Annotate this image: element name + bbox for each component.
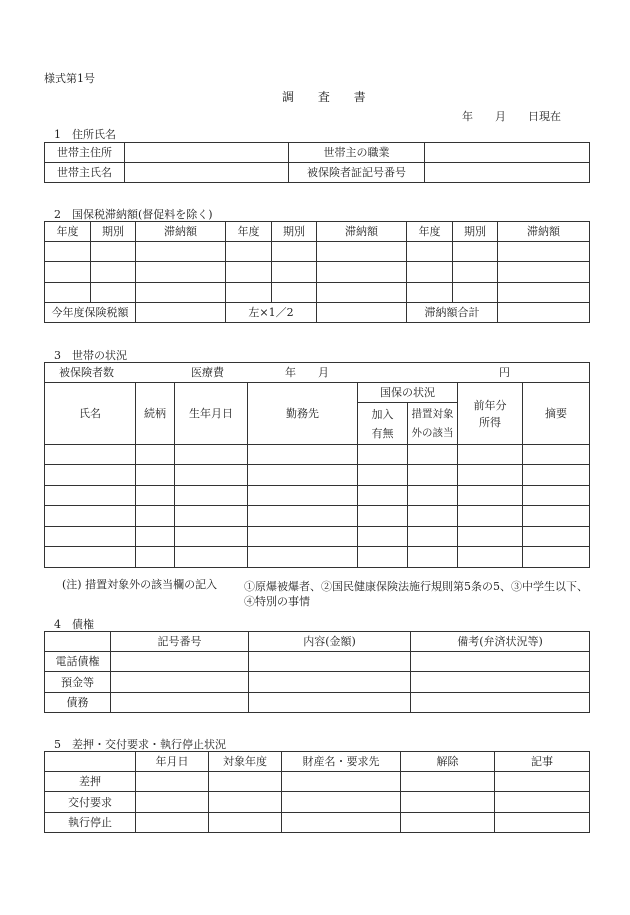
cell[interactable] — [407, 262, 453, 283]
table-row — [45, 792, 590, 813]
table-row — [45, 465, 590, 486]
cell[interactable] — [358, 486, 408, 506]
table-row — [45, 693, 590, 713]
cell[interactable] — [111, 672, 249, 693]
header-year: 年度 — [407, 222, 453, 242]
cell[interactable] — [282, 813, 401, 833]
cell[interactable] — [401, 813, 495, 833]
cell[interactable] — [45, 506, 136, 527]
half-field[interactable] — [317, 303, 407, 323]
yen-label: 円 — [499, 366, 510, 379]
household-table — [44, 362, 590, 568]
header-period: 期別 — [91, 222, 136, 242]
table-row — [45, 772, 590, 792]
header-year: 年度 — [226, 222, 272, 242]
cell[interactable] — [317, 283, 407, 303]
row-label-phone-claim: 電話債権 — [45, 652, 111, 672]
section3-heading: 3 世帯の状況 — [54, 349, 127, 362]
header-period: 期別 — [453, 222, 498, 242]
header-blank — [45, 752, 136, 772]
cell[interactable] — [408, 486, 458, 506]
cell[interactable] — [136, 486, 175, 506]
cell[interactable] — [111, 652, 249, 672]
cell[interactable] — [523, 465, 590, 486]
cell[interactable] — [136, 262, 226, 283]
header-release: 解除 — [401, 752, 495, 772]
cell[interactable] — [317, 242, 407, 262]
header-arrears: 滞納額 — [317, 222, 407, 242]
cell[interactable] — [136, 445, 175, 465]
cell[interactable] — [45, 486, 136, 506]
cell[interactable] — [111, 693, 249, 713]
cell[interactable] — [272, 242, 317, 262]
cell[interactable] — [523, 547, 590, 568]
note-text: ①原爆被爆者、②国民健康保険法施行規則第5条の5、③中学生以下、④特別の事情 — [244, 580, 588, 608]
cell[interactable] — [458, 486, 523, 506]
date-line: 年 月 日現在 — [462, 110, 561, 123]
arrears-total-label: 滞納額合計 — [407, 303, 498, 323]
cell[interactable] — [407, 242, 453, 262]
header-kokuho-status: 国保の状況 — [358, 383, 458, 403]
cell[interactable] — [498, 242, 590, 262]
cell[interactable] — [458, 527, 523, 547]
cell[interactable] — [45, 527, 136, 547]
row-label-execution-stay: 執行停止 — [45, 813, 136, 833]
household-summary-row — [45, 363, 590, 383]
header-date: 年月日 — [136, 752, 209, 772]
cell[interactable] — [408, 465, 458, 486]
header-prev-income: 前年分所得 — [458, 383, 523, 445]
table-row — [45, 242, 590, 262]
cell[interactable] — [272, 283, 317, 303]
cell[interactable] — [248, 527, 358, 547]
seizure-table — [44, 751, 590, 833]
cell[interactable] — [248, 445, 358, 465]
document-title: 調 査 書 — [282, 90, 376, 104]
header-name: 氏名 — [45, 383, 136, 445]
note-label: (注) 措置対象外の該当欄の記入 — [62, 578, 218, 591]
table-row — [45, 486, 590, 506]
cell[interactable] — [408, 445, 458, 465]
cell[interactable] — [209, 813, 282, 833]
header-target-year: 対象年度 — [209, 752, 282, 772]
cell[interactable] — [45, 465, 136, 486]
cell[interactable] — [91, 242, 136, 262]
row-label-deposits: 預金等 — [45, 672, 111, 693]
cell[interactable] — [226, 242, 272, 262]
section4-heading: 4 債権 — [54, 618, 94, 631]
cell[interactable] — [45, 547, 136, 568]
cell[interactable] — [136, 283, 226, 303]
cell[interactable] — [136, 527, 175, 547]
row-label-seizure: 差押 — [45, 772, 136, 792]
header-workplace: 勤務先 — [248, 383, 358, 445]
cell[interactable] — [282, 792, 401, 813]
cell[interactable] — [523, 445, 590, 465]
row-label-delivery-request: 交付要求 — [45, 792, 136, 813]
cell[interactable] — [136, 772, 209, 792]
householder-occupation-label: 世帯主の職業 — [289, 143, 425, 163]
householder-address-label: 世帯主住所 — [45, 143, 125, 163]
header-notes: 記事 — [495, 752, 590, 772]
cell[interactable] — [249, 652, 411, 672]
current-year-tax-label: 今年度保険税額 — [45, 303, 136, 323]
cell[interactable] — [249, 672, 411, 693]
header-exempt: 措置対象外の該当 — [408, 403, 458, 445]
cell[interactable] — [209, 792, 282, 813]
header-period: 期別 — [272, 222, 317, 242]
cell[interactable] — [408, 506, 458, 527]
half-label: 左×1／2 — [226, 303, 317, 323]
cell[interactable] — [175, 527, 248, 547]
cell[interactable] — [358, 527, 408, 547]
cell[interactable] — [523, 486, 590, 506]
cell[interactable] — [411, 672, 590, 693]
cell[interactable] — [358, 506, 408, 527]
header-content-amount: 内容(金額) — [249, 632, 411, 652]
cell[interactable] — [408, 527, 458, 547]
insurance-card-number-label: 被保険者証記号番号 — [289, 163, 425, 183]
cell[interactable] — [175, 486, 248, 506]
header-arrears: 滞納額 — [498, 222, 590, 242]
header-arrears: 滞納額 — [136, 222, 226, 242]
section2-heading: 2 国保税滞納額(督促料を除く) — [54, 208, 213, 221]
cell[interactable] — [523, 527, 590, 547]
current-year-tax-field[interactable] — [136, 303, 226, 323]
householder-name-label: 世帯主氏名 — [45, 163, 125, 183]
cell[interactable] — [495, 772, 590, 792]
header-relation: 続柄 — [136, 383, 175, 445]
cell[interactable] — [498, 262, 590, 283]
cell[interactable] — [91, 262, 136, 283]
header-enrollment: 加入有無 — [358, 403, 408, 445]
cell[interactable] — [358, 547, 408, 568]
cell[interactable] — [358, 445, 408, 465]
arrears-total-field[interactable] — [498, 303, 590, 323]
header-birthdate: 生年月日 — [175, 383, 248, 445]
table-row — [45, 527, 590, 547]
cell[interactable] — [91, 283, 136, 303]
cell[interactable] — [458, 506, 523, 527]
table-row — [45, 547, 590, 568]
header-year: 年度 — [45, 222, 91, 242]
cell[interactable] — [411, 652, 590, 672]
cell[interactable] — [408, 547, 458, 568]
cell[interactable] — [136, 242, 226, 262]
cell[interactable] — [45, 262, 91, 283]
cell[interactable] — [45, 242, 91, 262]
cell[interactable] — [175, 547, 248, 568]
arrears-table — [44, 221, 590, 323]
cell[interactable] — [458, 445, 523, 465]
cell[interactable] — [272, 262, 317, 283]
cell[interactable] — [248, 547, 358, 568]
table-row — [45, 813, 590, 833]
cell[interactable] — [358, 465, 408, 486]
cell[interactable] — [226, 262, 272, 283]
cell[interactable] — [495, 813, 590, 833]
year-month-label: 年 月 — [285, 366, 329, 379]
medical-cost-label: 医療費 — [191, 366, 224, 379]
cell[interactable] — [453, 242, 498, 262]
insurance-card-number-field[interactable] — [425, 163, 590, 183]
cell[interactable] — [317, 262, 407, 283]
cell[interactable] — [282, 772, 401, 792]
header-code-number: 記号番号 — [111, 632, 249, 652]
cell[interactable] — [249, 693, 411, 713]
cell[interactable] — [226, 283, 272, 303]
section5-heading: 5 差押・交付要求・執行停止状況 — [54, 738, 226, 751]
cell[interactable] — [136, 506, 175, 527]
cell[interactable] — [453, 283, 498, 303]
cell[interactable] — [136, 813, 209, 833]
form-number: 様式第1号 — [44, 72, 95, 85]
address-table — [44, 142, 590, 183]
table-row — [45, 652, 590, 672]
header-remarks: 備考(弁済状況等) — [411, 632, 590, 652]
householder-name-field[interactable] — [125, 163, 289, 183]
cell[interactable] — [45, 283, 91, 303]
table-row — [45, 445, 590, 465]
cell[interactable] — [401, 792, 495, 813]
cell[interactable] — [248, 486, 358, 506]
cell[interactable] — [407, 283, 453, 303]
table-row — [45, 672, 590, 693]
cell[interactable] — [175, 465, 248, 486]
table-row — [45, 506, 590, 527]
householder-occupation-field[interactable] — [425, 143, 590, 163]
cell[interactable] — [175, 506, 248, 527]
cell[interactable] — [458, 465, 523, 486]
cell[interactable] — [209, 772, 282, 792]
householder-address-field[interactable] — [125, 143, 289, 163]
header-blank — [45, 632, 111, 652]
cell[interactable] — [498, 283, 590, 303]
row-label-debts: 債務 — [45, 693, 111, 713]
insured-count-label: 被保険者数 — [59, 366, 114, 379]
table-row — [45, 262, 590, 283]
cell[interactable] — [453, 262, 498, 283]
claims-table — [44, 631, 590, 713]
cell[interactable] — [136, 547, 175, 568]
cell[interactable] — [458, 547, 523, 568]
cell[interactable] — [175, 445, 248, 465]
cell[interactable] — [523, 506, 590, 527]
section1-heading: 1 住所氏名 — [54, 128, 116, 141]
header-property-requester: 財産名・要求先 — [282, 752, 401, 772]
header-summary: 摘要 — [523, 383, 590, 445]
cell[interactable] — [495, 792, 590, 813]
cell[interactable] — [401, 772, 495, 792]
cell[interactable] — [248, 506, 358, 527]
table-row — [45, 283, 590, 303]
cell[interactable] — [136, 792, 209, 813]
cell[interactable] — [45, 445, 136, 465]
cell[interactable] — [136, 465, 175, 486]
cell[interactable] — [411, 693, 590, 713]
cell[interactable] — [248, 465, 358, 486]
